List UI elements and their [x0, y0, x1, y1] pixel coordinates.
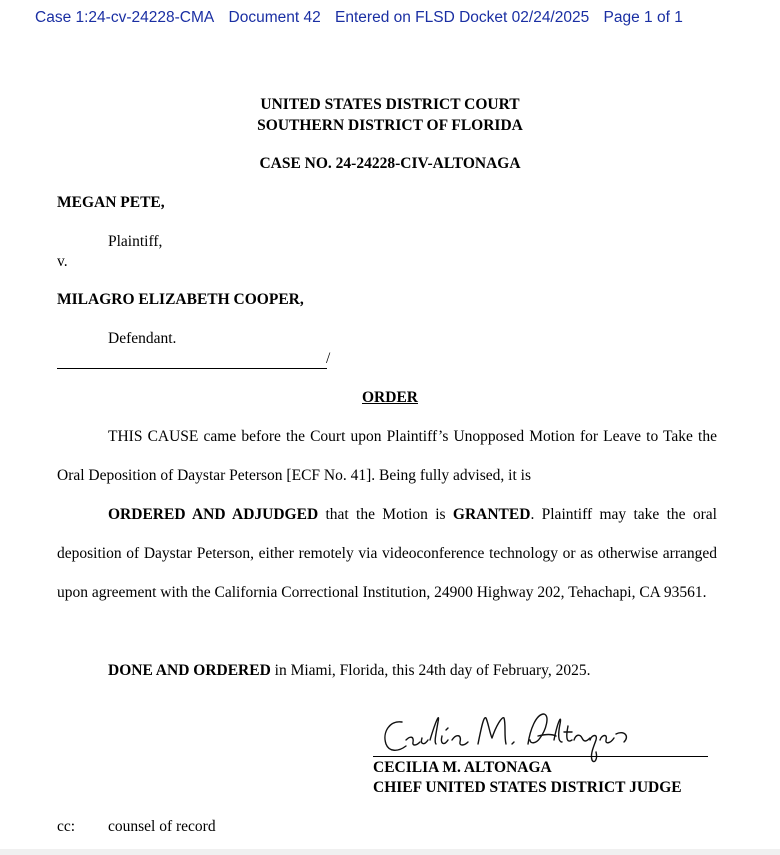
ordered-adjudged: ORDERED AND ADJUDGED [108, 506, 319, 523]
cc-value: counsel of record [108, 818, 216, 835]
court-district: SOUTHERN DISTRICT OF FLORIDA [257, 117, 523, 134]
stamp-document: Document 42 [228, 9, 321, 26]
order-paragraph-1: THIS CAUSE came before the Court upon Plaintiff’s Unopposed Motion for Leave to Take the Oral Deposition of Daystar Peterson [ECF No. 41]. Being fully advised, it is [57, 428, 717, 484]
caption-slash: / [326, 350, 331, 367]
para3-text: in Miami, Florida, this 24th day of February, 2025. [270, 662, 591, 679]
plaintiff-name: MEGAN PETE, [57, 194, 165, 211]
order-title: ORDER [362, 389, 418, 406]
caption-divider [57, 352, 327, 369]
docket-header-stamp [35, 9, 693, 27]
defendant-role: Defendant. [108, 330, 177, 347]
cc-label: cc: [57, 818, 76, 835]
order-paragraph-2 [57, 495, 717, 612]
plaintiff-role: Plaintiff, [108, 233, 163, 250]
case-number: CASE NO. 24-24228-CIV-ALTONAGA [259, 155, 521, 172]
stamp-case: Case 1:24-cv-24228-CMA [35, 9, 215, 26]
court-name: UNITED STATES DISTRICT COURT [260, 96, 520, 113]
order-paragraph-3 [57, 651, 717, 690]
defendant-name: MILAGRO ELIZABETH COOPER, [57, 291, 304, 308]
judge-title: CHIEF UNITED STATES DISTRICT JUDGE [373, 779, 682, 796]
stamp-page: Page 1 of 1 [603, 9, 683, 26]
versus: v. [57, 253, 68, 270]
page-bottom-edge [0, 849, 780, 855]
para2-text-1: that the Motion is [318, 506, 453, 523]
done-ordered: DONE AND ORDERED [108, 662, 271, 679]
para2-text-2: . Plaintiff may take the oral deposition of Daystar Peterson, either remotely via videoconference technology or as otherwise arranged upon agreement with the California Correctional Institution, 24900 Highway 202, Tehachapi, CA 93561. [57, 506, 717, 601]
stamp-entered: Entered on FLSD Docket 02/24/2025 [335, 9, 590, 26]
signature-line [373, 756, 708, 757]
granted: GRANTED [452, 506, 531, 523]
judge-name: CECILIA M. ALTONAGA [373, 759, 552, 776]
